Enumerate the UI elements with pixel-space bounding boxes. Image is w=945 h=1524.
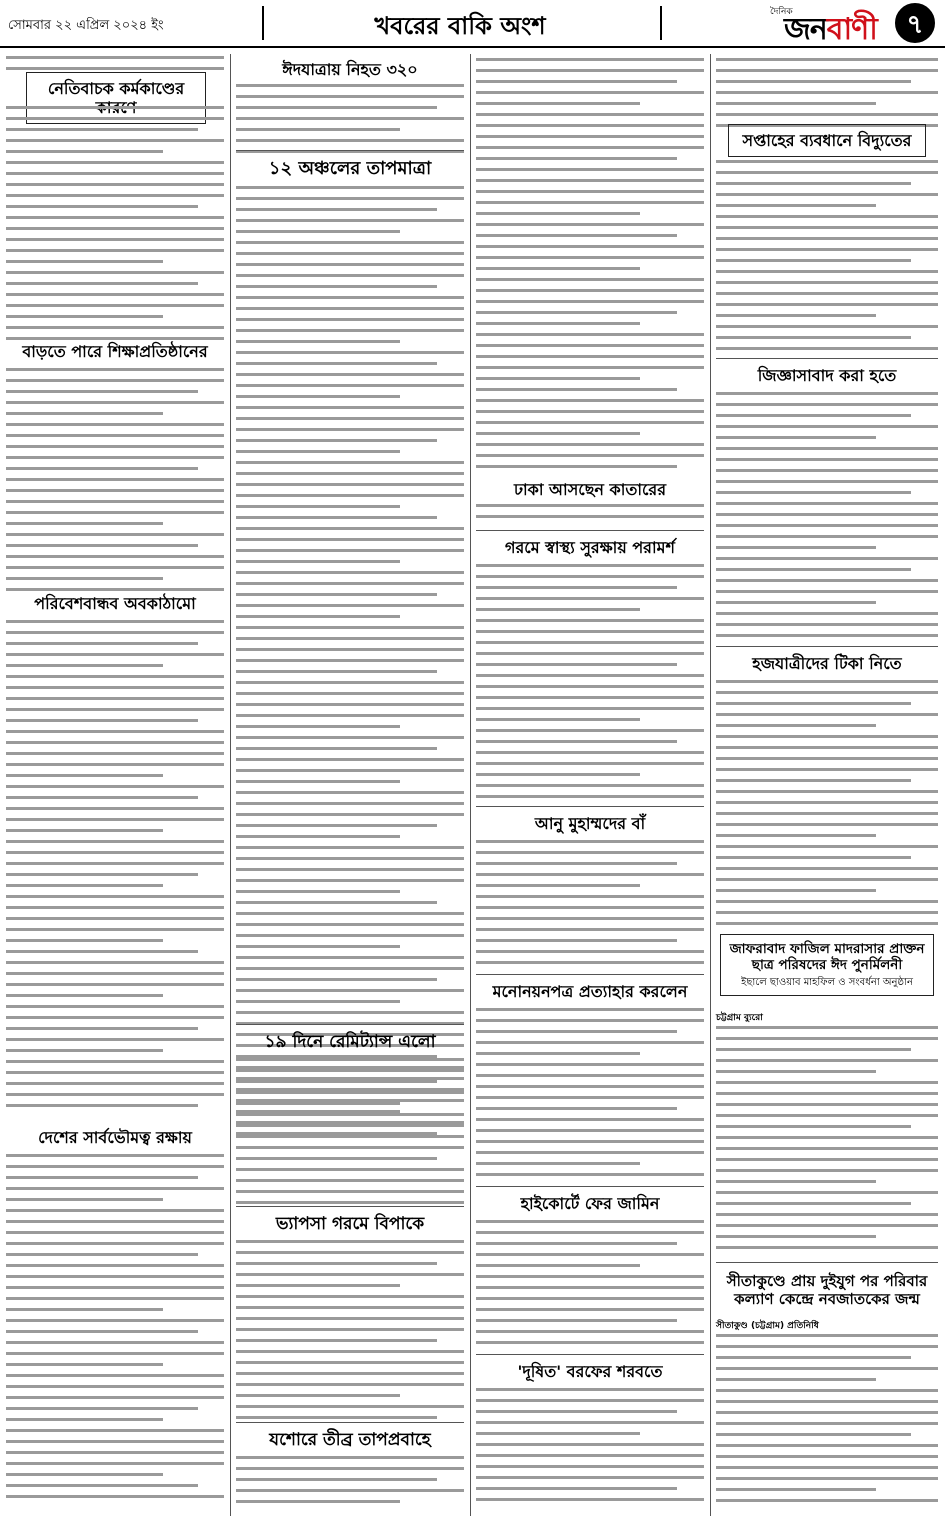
headline: আনু মুহাম্মদের বাঁ — [534, 814, 646, 833]
article-divider — [476, 1186, 704, 1187]
article-divider — [716, 646, 938, 647]
article-body — [236, 186, 464, 1143]
headline: 'দূষিত' বরফের শরবতে — [517, 1362, 663, 1381]
headline: মনোনয়নপত্র প্রত্যাহার করলেন — [492, 982, 688, 1001]
headline: গরমে স্বাস্থ্য সুরক্ষায় পরামর্শ — [505, 538, 675, 557]
headline-main: জাফরাবাদ ফাজিল মাদরাসার প্রাক্তন ছাত্র পরিষদের ঈদ পুনর্মিলনী — [729, 941, 925, 974]
brand-name-b: বাণী — [826, 12, 877, 47]
headline-subtitle: ইছালে ছাওয়াব মাহফিল ও সংবর্ধনা অনুষ্ঠান — [741, 977, 913, 989]
headline: পরিবেশবান্ধব অবকাঠামো — [34, 594, 196, 613]
headline: বাড়তে পারে শিক্ষাপ্রতিষ্ঠানের — [22, 342, 208, 361]
page-number: ৭ — [895, 3, 935, 43]
headline: দেশের সার্বভৌমত্ব রক্ষায় — [38, 1128, 192, 1147]
article-body — [476, 564, 704, 806]
article-divider — [236, 150, 464, 151]
headline: ১২ অঞ্চলের তাপমাত্রা — [268, 158, 432, 179]
article-body — [236, 1058, 464, 1212]
headline: ভ্যাপসা গরমে বিপাকে — [275, 1214, 425, 1234]
header-divider — [660, 6, 662, 40]
headline: হজযাত্রীদের টিকা নিতে — [752, 654, 902, 673]
article-divider — [236, 1024, 464, 1025]
article-divider — [236, 1422, 464, 1423]
column-divider — [230, 54, 231, 1516]
article-body — [476, 504, 704, 526]
article-body — [476, 1008, 704, 1184]
article-body — [476, 1220, 704, 1352]
article-body — [716, 160, 938, 358]
masthead-logo — [770, 2, 935, 47]
article-divider — [716, 1262, 938, 1263]
brand-name — [784, 5, 877, 56]
headline: নেতিবাচক কর্মকাণ্ডের — [26, 72, 206, 124]
article-divider — [236, 1206, 464, 1207]
byline: চট্টগ্রাম ব্যুরো — [716, 1013, 763, 1023]
article-body — [236, 1240, 464, 1427]
headline: জিজ্ঞাসাবাদ করা হতে — [757, 366, 897, 385]
article-body — [716, 680, 938, 933]
article-body — [476, 840, 704, 972]
page-header — [0, 0, 945, 48]
header-divider — [262, 6, 264, 40]
headline: হাইকোর্টে ফের জামিন — [520, 1194, 660, 1213]
article-body — [6, 368, 224, 599]
article-divider — [476, 530, 704, 531]
article-body — [6, 1154, 224, 1506]
column-divider — [470, 54, 471, 1516]
byline: সীতাকুণ্ড (চট্টগ্রাম) প্রতিনিধি — [716, 1321, 819, 1331]
article-body — [716, 392, 938, 645]
headline: সপ্তাহের ব্যবধানে বিদ্যুতের — [728, 124, 926, 157]
article-body — [476, 58, 704, 476]
section-title: খবরের বাকি অংশ — [374, 11, 546, 40]
article-body — [236, 1456, 464, 1511]
column-divider — [710, 54, 711, 1516]
article-body — [476, 1388, 704, 1509]
article-divider — [476, 1354, 704, 1355]
brand-prefix: দৈনিক — [770, 7, 793, 17]
brand-name-a: জন — [784, 12, 827, 47]
headline — [720, 934, 934, 996]
article-body — [716, 1334, 938, 1510]
headline: ঢাকা আসছেন কাতারের — [513, 480, 667, 499]
article-divider — [476, 806, 704, 807]
article-body — [6, 620, 224, 1115]
article-divider — [476, 974, 704, 975]
headline: ঈদযাত্রায় নিহত ৩২০ — [282, 60, 418, 79]
article-body — [716, 1026, 938, 1257]
issue-date: সোমবার ২২ এপ্রিল ২০২৪ ইং — [8, 18, 164, 33]
headline: ১৯ দিনে রেমিট্যান্স এলো — [264, 1032, 436, 1052]
headline: সীতাকুণ্ডে প্রায় দুইযুগ পর পরিবার কল্যাণ কেন্দ্রে নবজাতকের জন্ম — [726, 1272, 928, 1308]
article-body — [6, 106, 224, 348]
headline: যশোরে তীব্র তাপপ্রবাহে — [269, 1430, 431, 1450]
article-divider — [716, 358, 938, 359]
